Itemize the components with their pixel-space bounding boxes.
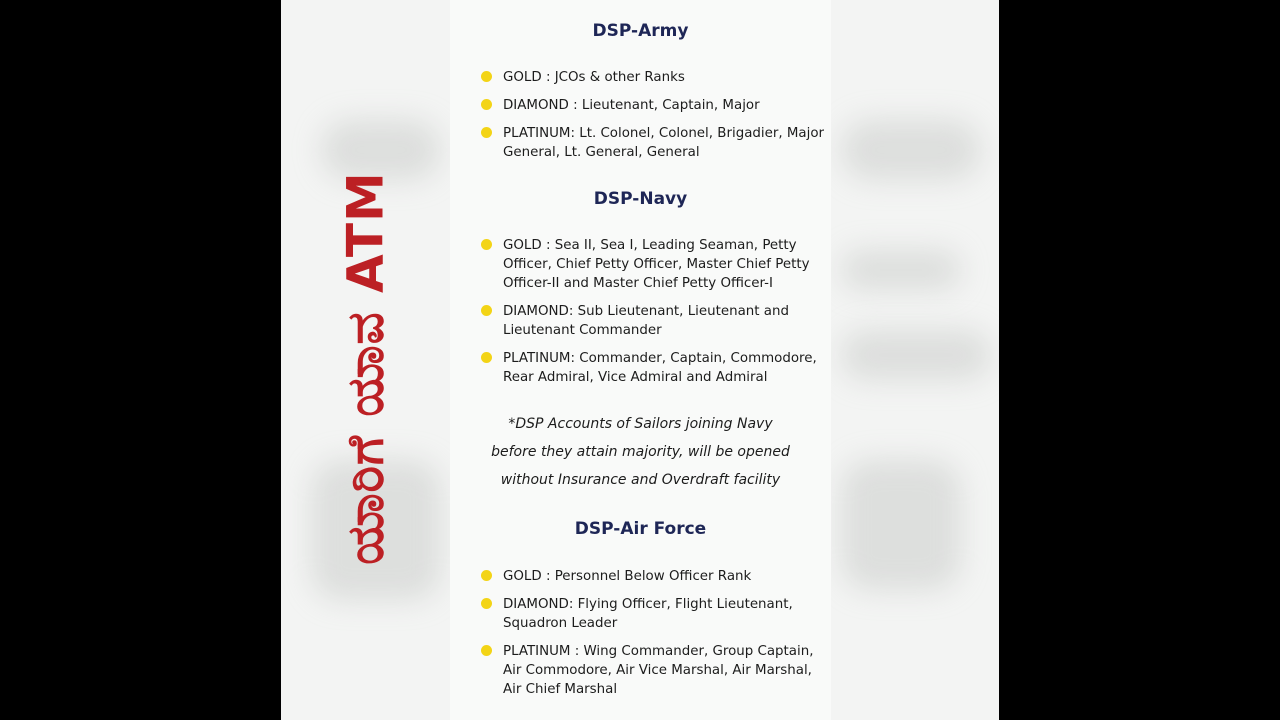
bullet-icon bbox=[481, 645, 492, 656]
banner-title: ಯಾರಿಗೆ ಯಾವ ATM bbox=[336, 171, 395, 565]
list-item: PLATINUM : Wing Commander, Group Captain, Air Commodore, Air Vice Marshal, Air Marshal, Air Chief Marshal bbox=[481, 642, 831, 699]
footnote-line: without Insurance and Overdraft facility bbox=[500, 472, 781, 488]
bullet-icon bbox=[481, 99, 492, 110]
list-item: GOLD : JCOs & other Ranks bbox=[481, 68, 831, 87]
list-item: DIAMOND: Flying Officer, Flight Lieutenant, Squadron Leader bbox=[481, 595, 831, 633]
list-item: PLATINUM: Lt. Colonel, Colonel, Brigadier, Major General, Lt. General, General bbox=[481, 124, 831, 162]
bullet-icon bbox=[481, 570, 492, 581]
footnote-line: before they attain majority, will be opened bbox=[491, 444, 790, 460]
bullet-icon bbox=[481, 352, 492, 363]
background-blur bbox=[841, 460, 961, 590]
bullet-icon bbox=[481, 239, 492, 250]
section-title-air-force: DSP-Air Force bbox=[574, 519, 707, 539]
footnote bbox=[450, 410, 831, 494]
footnote-line: *DSP Accounts of Sailors joining Navy bbox=[508, 416, 773, 432]
list-item: PLATINUM: Commander, Captain, Commodore, Rear Admiral, Vice Admiral and Admiral bbox=[481, 349, 831, 387]
rank-card bbox=[450, 0, 831, 720]
background-blur bbox=[841, 120, 981, 180]
bullet-icon bbox=[481, 598, 492, 609]
bullet-icon bbox=[481, 305, 492, 316]
section-title-army: DSP-Army bbox=[592, 21, 689, 41]
side-banner bbox=[281, 0, 451, 720]
list-item: GOLD : Sea II, Sea I, Leading Seaman, Petty Officer, Chief Petty Officer, Master Chief Petty Officer-II and Master Chief Petty Officer-I bbox=[481, 236, 831, 293]
bullet-icon bbox=[481, 127, 492, 138]
section-title-navy: DSP-Navy bbox=[593, 189, 688, 209]
background-blur bbox=[841, 330, 991, 380]
list-item: GOLD : Personnel Below Officer Rank bbox=[481, 567, 831, 586]
bullet-icon bbox=[481, 71, 492, 82]
list-item: DIAMOND: Sub Lieutenant, Lieutenant and Lieutenant Commander bbox=[481, 302, 831, 340]
list-item: DIAMOND : Lieutenant, Captain, Major bbox=[481, 96, 831, 115]
video-frame bbox=[281, 0, 999, 720]
background-blur bbox=[841, 250, 961, 290]
